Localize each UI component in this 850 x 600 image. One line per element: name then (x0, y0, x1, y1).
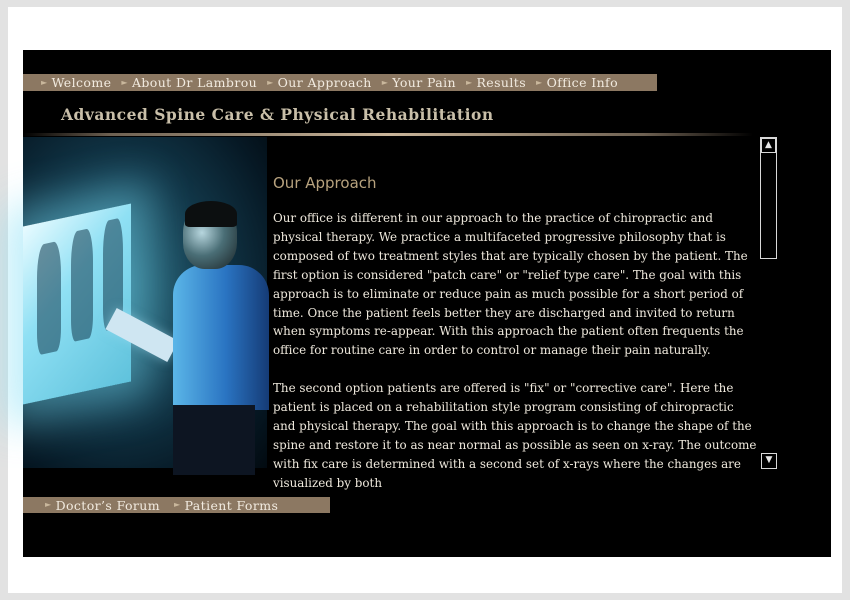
bottom-navigation (23, 497, 330, 513)
xray-film (37, 240, 61, 355)
nav-doctors-forum[interactable] (45, 498, 160, 513)
xray-lightbox (23, 204, 131, 405)
nav-your-pain[interactable] (382, 75, 456, 90)
nav-label: About Dr Lambrou (131, 75, 258, 90)
site-title: Advanced Spine Care & Physical Rehabilitation (61, 105, 494, 124)
doctor-hair (185, 201, 237, 227)
scrollbar-track[interactable] (760, 137, 777, 259)
content-panel[interactable] (273, 137, 757, 490)
nav-label: Results (476, 75, 527, 90)
nav-results[interactable] (466, 75, 526, 90)
nav-label: Patient Forms (184, 497, 279, 513)
nav-about[interactable] (121, 75, 257, 90)
nav-label: Our Approach (277, 75, 372, 90)
arrow-icon: ► (536, 77, 543, 87)
arrow-icon: ► (465, 77, 473, 87)
paragraph: The second option patients are offered is "fix" or "corrective care". Here the patient is placed on a rehabilitation style program consisting of chiropractic and physical therapy. The goal with this approach is to change the shape of the spine and restore it to as near normal as possible as seen on x-ray. The outcome with fix care is determined with a second set of x-rays where the changes are visualized by both (273, 381, 757, 490)
nav-patient-forms[interactable] (174, 498, 278, 513)
scroll-up-button[interactable]: ▲ (761, 138, 776, 153)
doctor-figure (173, 265, 269, 410)
nav-our-approach[interactable] (267, 75, 372, 90)
arrow-icon: ► (174, 500, 181, 509)
content-body (273, 209, 757, 511)
top-navigation (23, 74, 657, 91)
nav-label: Welcome (51, 75, 112, 90)
page-heading: Our Approach (273, 174, 377, 192)
website-container (23, 50, 831, 557)
nav-office-info[interactable] (536, 75, 618, 90)
title-divider (23, 133, 753, 136)
doctor-trousers (173, 405, 255, 475)
arrow-icon: ► (45, 500, 52, 509)
scroll-down-button[interactable]: ▼ (761, 453, 777, 469)
arrow-icon: ► (381, 77, 389, 87)
hero-photo-doctor-xray (23, 137, 267, 468)
nav-welcome[interactable] (41, 75, 111, 90)
arrow-icon: ► (41, 77, 48, 87)
xray-film (71, 228, 93, 343)
nav-label: Your Pain (392, 75, 456, 90)
paragraph: Our office is different in our approach to the practice of chiropractic and physical therapy. We practice a multifaceted progressive philosophy that is composed of two treatment styles that are typically chosen by the patient. The first option is considered "patch care" or "relief type care". The goal with this approach is to eliminate or reduce pain as much possible for a short period of time. Once the patient feels better they are discharged and invited to return when symptoms re-appear. With this approach the patient often frequents the office for routine care in order to control or manage their pain naturally. (273, 211, 748, 358)
nav-label: Doctor’s Forum (55, 497, 160, 513)
arrow-icon: ► (267, 77, 274, 87)
nav-label: Office Info (546, 75, 618, 90)
arrow-icon: ► (121, 77, 128, 87)
